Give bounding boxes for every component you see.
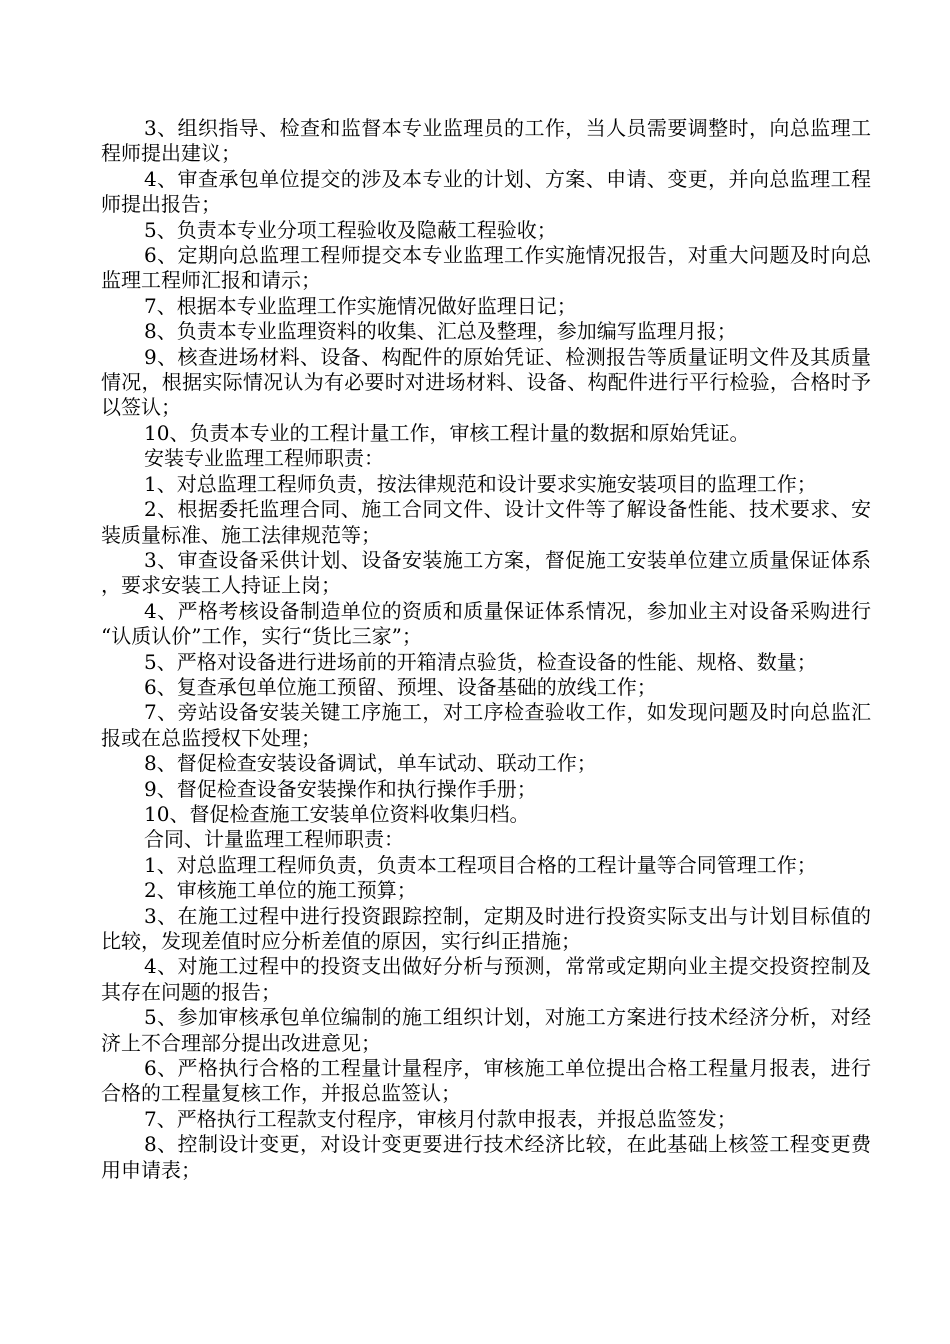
- paragraph-item: 7、严格执行工程款支付程序，审核月付款申报表，并报总监签发；: [144, 1106, 737, 1131]
- paragraph-item: 2、审核施工单位的施工预算；: [144, 878, 417, 903]
- paragraph-item: 1、对总监理工程师负责，按法律规范和设计要求实施安装项目的监理工作；: [144, 471, 817, 496]
- paragraph-item: 6、严格执行合格的工程量计量程序，审核施工单位提出合格工程量月报表，进行合格的工程量复核工作，并报总监签认；: [101, 1056, 871, 1106]
- section-heading-contract: 合同、计量监理工程师职责：: [144, 827, 404, 852]
- paragraph-item: 7、根据本专业监理工作实施情况做好监理日记；: [144, 293, 577, 318]
- paragraph-item: 8、督促检查安装设备调试，单车试动、联动工作；: [144, 751, 597, 776]
- paragraph-item: 6、定期向总监理工程师提交本专业监理工作实施情况报告，对重大问题及时向总监理工程师汇报和请示；: [101, 243, 871, 293]
- paragraph-item: 10、督促检查施工安装单位资料收集归档。: [144, 801, 530, 826]
- paragraph-item: 7、旁站设备安装关键工序施工，对工序检查验收工作，如发现问题及时向总监汇报或在总监授权下处理；: [101, 700, 871, 750]
- paragraph-item: 3、组织指导、检查和监督本专业监理员的工作，当人员需要调整时，向总监理工程师提出建议；: [101, 116, 871, 166]
- paragraph-item: 8、负责本专业监理资料的收集、汇总及整理，参加编写监理月报；: [144, 319, 737, 344]
- paragraph-item: 5、严格对设备进行进场前的开箱清点验货，检查设备的性能、规格、数量；: [144, 649, 817, 674]
- paragraph-item: 6、复查承包单位施工预留、预埋、设备基础的放线工作；: [144, 674, 657, 699]
- paragraph-item: 5、负责本专业分项工程验收及隐蔽工程验收；: [144, 217, 557, 242]
- paragraph-item: 4、审查承包单位提交的涉及本专业的计划、方案、申请、变更，并向总监理工程师提出报告；: [101, 166, 871, 217]
- paragraph-item: 9、督促检查设备安装操作和执行操作手册；: [144, 776, 537, 801]
- paragraph-item: 10、负责本专业的工程计量工作，审核工程计量的数据和原始凭证。: [144, 420, 750, 445]
- paragraph-item: 5、参加审核承包单位编制的施工组织计划，对施工方案进行技术经济分析，对经济上不合理部分提出改进意见；: [101, 1005, 871, 1055]
- paragraph-item: 2、根据委托监理合同、施工合同文件、设计文件等了解设备性能、技术要求、安装质量标准、施工法律规范等；: [101, 497, 871, 547]
- paragraph-item: 4、严格考核设备制造单位的资质和质量保证体系情况，参加业主对设备采购进行 “认质认价”工作，实行“货比三家”；: [101, 598, 878, 649]
- section-heading-installation: 安装专业监理工程师职责：: [144, 446, 384, 471]
- document-body: [101, 116, 878, 1183]
- paragraph-item: 4、对施工过程中的投资支出做好分析与预测，常常或定期向业主提交投资控制及其存在问题的报告；: [101, 954, 871, 1004]
- paragraph-item: 1、对总监理工程师负责，负责本工程项目合格的工程计量等合同管理工作；: [144, 852, 817, 877]
- paragraph-item: 9、核查进场材料、设备、构配件的原始凭证、检测报告等质量证明文件及其质量情况，根据实际情况认为有必要时对进场材料、设备、构配件进行平行检验，合格时予以签认；: [101, 344, 871, 420]
- paragraph-item: 3、审查设备采供计划、设备安装施工方案，督促施工安装单位建立质量保证体系 ，要求安装工人持证上岗；: [101, 547, 878, 598]
- paragraph-item: 8、控制设计变更，对设计变更要进行技术经济比较，在此基础上核签工程变更费用申请表；: [101, 1132, 871, 1182]
- paragraph-item: 3、在施工过程中进行投资跟踪控制，定期及时进行投资实际支出与计划目标值的比较，发现差值时应分析差值的原因，实行纠正措施；: [101, 903, 871, 953]
